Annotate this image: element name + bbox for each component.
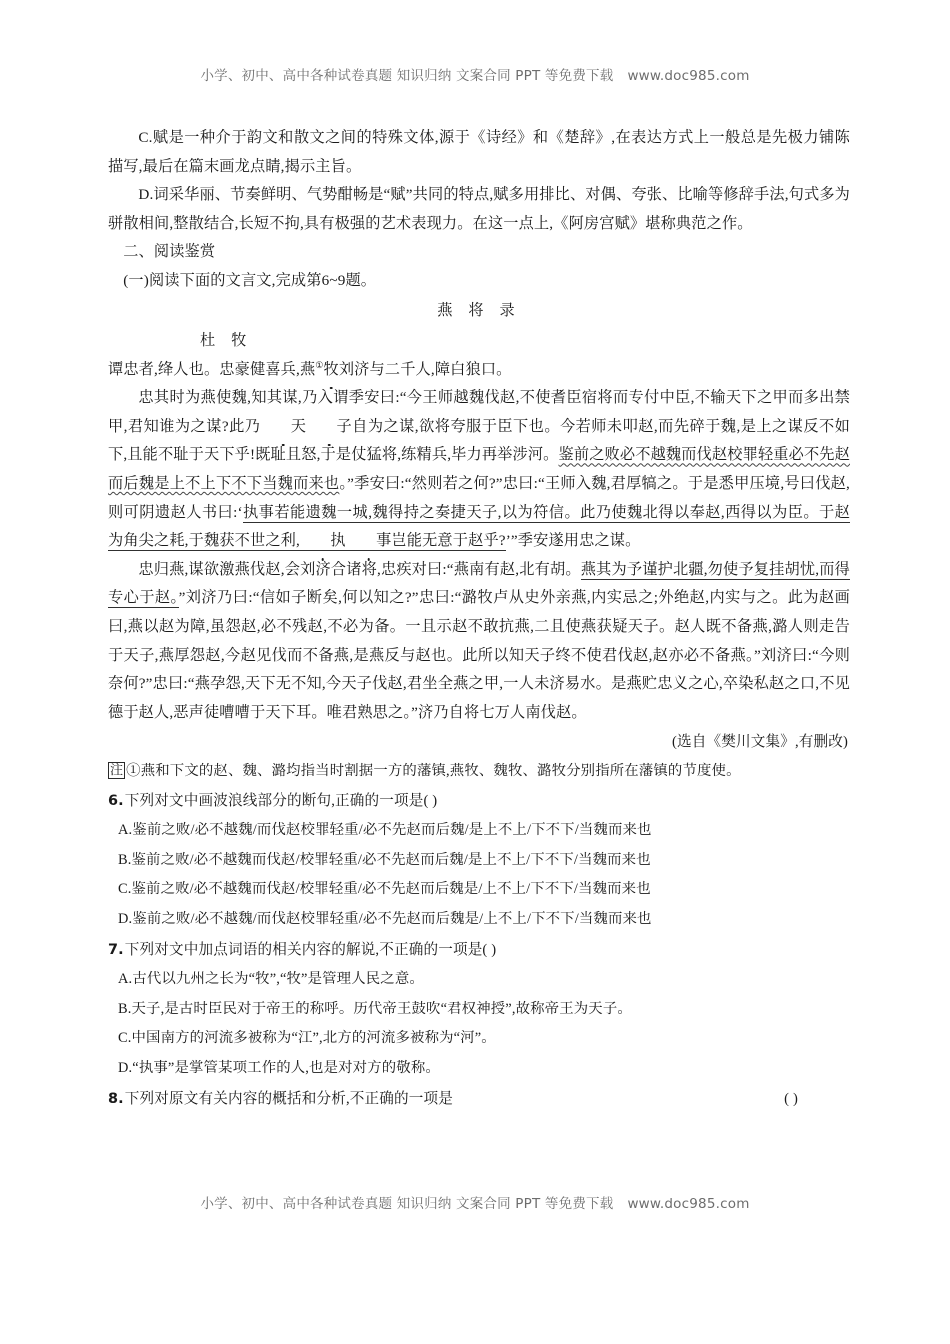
p2-uline-seg-1: 执事若能遗魏一城,魏得持之奏捷天子,以为符信。此乃使魏北得以奉赵,西得以为臣。于赵为角尖之耗,于魏获不世之利,: [108, 503, 850, 550]
watermark-footer: [0, 1192, 950, 1212]
question-7-text: 下列对文中加点词语的相关内容的解说,不正确的一项是( ): [124, 942, 497, 959]
p2-seg-1: 忠其时为燕使魏,知其谋,乃入谓季安曰:“今王师越魏伐赵,不使耆臣宿将而专付中臣,不输天下之甲而多出禁甲,君知谁为之谋?此乃: [108, 389, 850, 435]
p3-seg-1: 忠归燕,谋欲激燕伐赵,会刘济合诸将,忠疾对曰:“燕南有赵,北有胡。: [138, 560, 581, 578]
choice-d: D.词采华丽、节奏鲜明、气势酣畅是“赋”共同的特点,赋多用排比、对偶、夸张、比喻等修辞手法,句式多为骈散相间,整散结合,长短不拘,具有极强的艺术表现力。在这一点上,《阿房宫赋》堪称典范之作。: [108, 186, 850, 232]
document-body: [108, 124, 850, 1114]
question-8-text: 下列对原文有关内容的概括和分析,不正确的一项是: [124, 1091, 453, 1108]
watermark-header: [0, 64, 950, 84]
p2-wavy-underline-passage: 鉴前之败必不越魏而伐赵校罪轻重必不先赵而后魏是上不上下不下当魏而来也: [108, 446, 850, 492]
question-6-option-b[interactable]: B.鉴前之败/必不越魏而伐赵/校罪轻重/必不先赵而后魏/是上不上/下不下/当魏而来也: [118, 851, 651, 868]
article-paragraph-1: [108, 356, 850, 385]
question-6-option-d[interactable]: D.鉴前之败/必不越魏/而伐赵校罪轻重/必不先赵而后魏是/上不上/下不下/当魏而来也: [118, 910, 652, 927]
choice-c: C.赋是一种介于韵文和散文之间的特殊文体,源于《诗经》和《楚辞》,在表达方式上一般总是先极力铺陈描写,最后在篇末画龙点睛,揭示主旨。: [108, 129, 850, 175]
p2-seg-3: 。”季安曰:“然则若之何?”忠曰:“王师入魏,君厚犒之。于是悉甲压境,号曰伐赵,则可阴遗赵人书曰:‘: [108, 474, 851, 521]
question-7-option-c[interactable]: C.中国南方的河流多被称为“江”,北方的河流多被称为“河”。: [118, 1030, 496, 1047]
section-heading: 二、阅读鉴赏: [123, 243, 216, 261]
question-7-number: 7.: [108, 942, 124, 959]
watermark-footer-text: 小学、初中、高中各种试卷真题 知识归纳 文案合同 PPT 等免费下载: [200, 1196, 614, 1212]
question-8-stem: [108, 1084, 850, 1114]
watermark-footer-url: www.doc985.com: [627, 1196, 750, 1212]
p2-emphasis-zi: 子: [306, 413, 352, 442]
article-note: [108, 757, 850, 785]
article-author: 杜 牧: [200, 331, 253, 349]
p3-seg-2: ”刘济乃曰:“信如子断矣,何以知之?”忠曰:“潞牧卢从史外亲燕,内实忌之;外绝赵,内实与之。此为赵画曰,燕以赵为障,虽怨赵,必不残赵,不必为备。一且示赵不敢抗燕,二且使燕获疑天子。赵人既不备燕,潞人则走告于天子,燕厚怨赵,今赵见伐而不备燕,是燕反与赵也。此所以知天子终不使君伐赵,赵亦必不备燕。”刘济曰:“今则奈何?”忠曰:“燕孕怨,天下无不知,今天子伐赵,君坐全燕之甲,一人未济易水。是燕贮忠义之心,卒染私赵之口,不见德于赵人,恶声徒嘈嘈于天下耳。唯君熟思之。”济乃自将七万人南伐赵。: [108, 589, 850, 721]
p2-emphasis-zhi: 执: [300, 527, 346, 556]
article-paragraph-3: [108, 556, 850, 728]
note-label-box: 注: [110, 762, 124, 778]
p1-seg-c: 刘济与二千人,障白狼口。: [338, 360, 512, 378]
watermark-url: www.doc985.com: [627, 68, 750, 84]
question-8-answer-blank[interactable]: ( ): [784, 1091, 798, 1108]
p2-emphasis-shi: 事: [346, 527, 392, 556]
question-6-text: 下列对文中画波浪线部分的断句,正确的一项是( ): [124, 793, 438, 810]
article-title: 燕 将 录: [437, 301, 521, 319]
question-6-stem: [108, 786, 850, 816]
p2-seg-4: ’”季安遂用忠之谋。: [505, 532, 641, 550]
p2-uline-seg-2: 岂能无意于赵乎?: [391, 532, 506, 550]
p3-underlined-passage: 燕其为予谨护北疆,勿使予复挂胡忧,而得专心于赵。: [108, 560, 850, 607]
p2-seg-2: 自为之谋,欲将夸服于臣下也。今若师未叩赵,而先碎于魏,是上之谋反不如下,且能不耻于天下乎!既耻且怒,于是仗猛将,练精兵,毕力再举涉河。: [108, 417, 850, 464]
article-paragraph-2: [108, 384, 850, 556]
question-6-number: 6.: [108, 793, 124, 810]
question-6-option-c[interactable]: C.鉴前之败/必不越魏而伐赵/校罪轻重/必不先赵而后魏是/上不上/下不下/当魏而来也: [118, 881, 651, 898]
question-7-option-d[interactable]: D.“执事”是掌管某项工作的人,也是对对方的敬称。: [118, 1059, 440, 1076]
question-7-option-a[interactable]: A.古代以九州之长为“牧”,“牧”是管理人民之意。: [118, 971, 424, 988]
p1-seg-a: 谭忠者,绛人也。忠豪健喜兵,燕: [108, 360, 316, 378]
p1-emphasis-mu: 牧: [324, 356, 339, 385]
watermark-text: 小学、初中、高中各种试卷真题 知识归纳 文案合同 PPT 等免费下载: [200, 68, 614, 84]
question-7-option-b[interactable]: B.天子,是古时臣民对于帝王的称呼。历代帝王鼓吹“君权神授”,故称帝王为天子。: [118, 1000, 632, 1017]
note-text: ①燕和下文的赵、魏、潞均指当时割据一方的藩镇,燕牧、魏牧、潞牧分别指所在藩镇的节度使。: [126, 763, 741, 780]
article-source: (选自《樊川文集》,有删改): [671, 734, 848, 751]
question-7-stem: [108, 935, 850, 965]
question-6-option-a[interactable]: A.鉴前之败/必不越魏/而伐赵校罪轻重/必不先赵而后魏/是上不上/下不下/当魏而来也: [118, 822, 652, 839]
note-marker-1: ①: [315, 359, 324, 370]
section-instruction: (一)阅读下面的文言文,完成第6~9题。: [123, 271, 377, 289]
p2-emphasis-tian: 天: [260, 413, 306, 442]
question-8-number: 8.: [108, 1091, 124, 1108]
